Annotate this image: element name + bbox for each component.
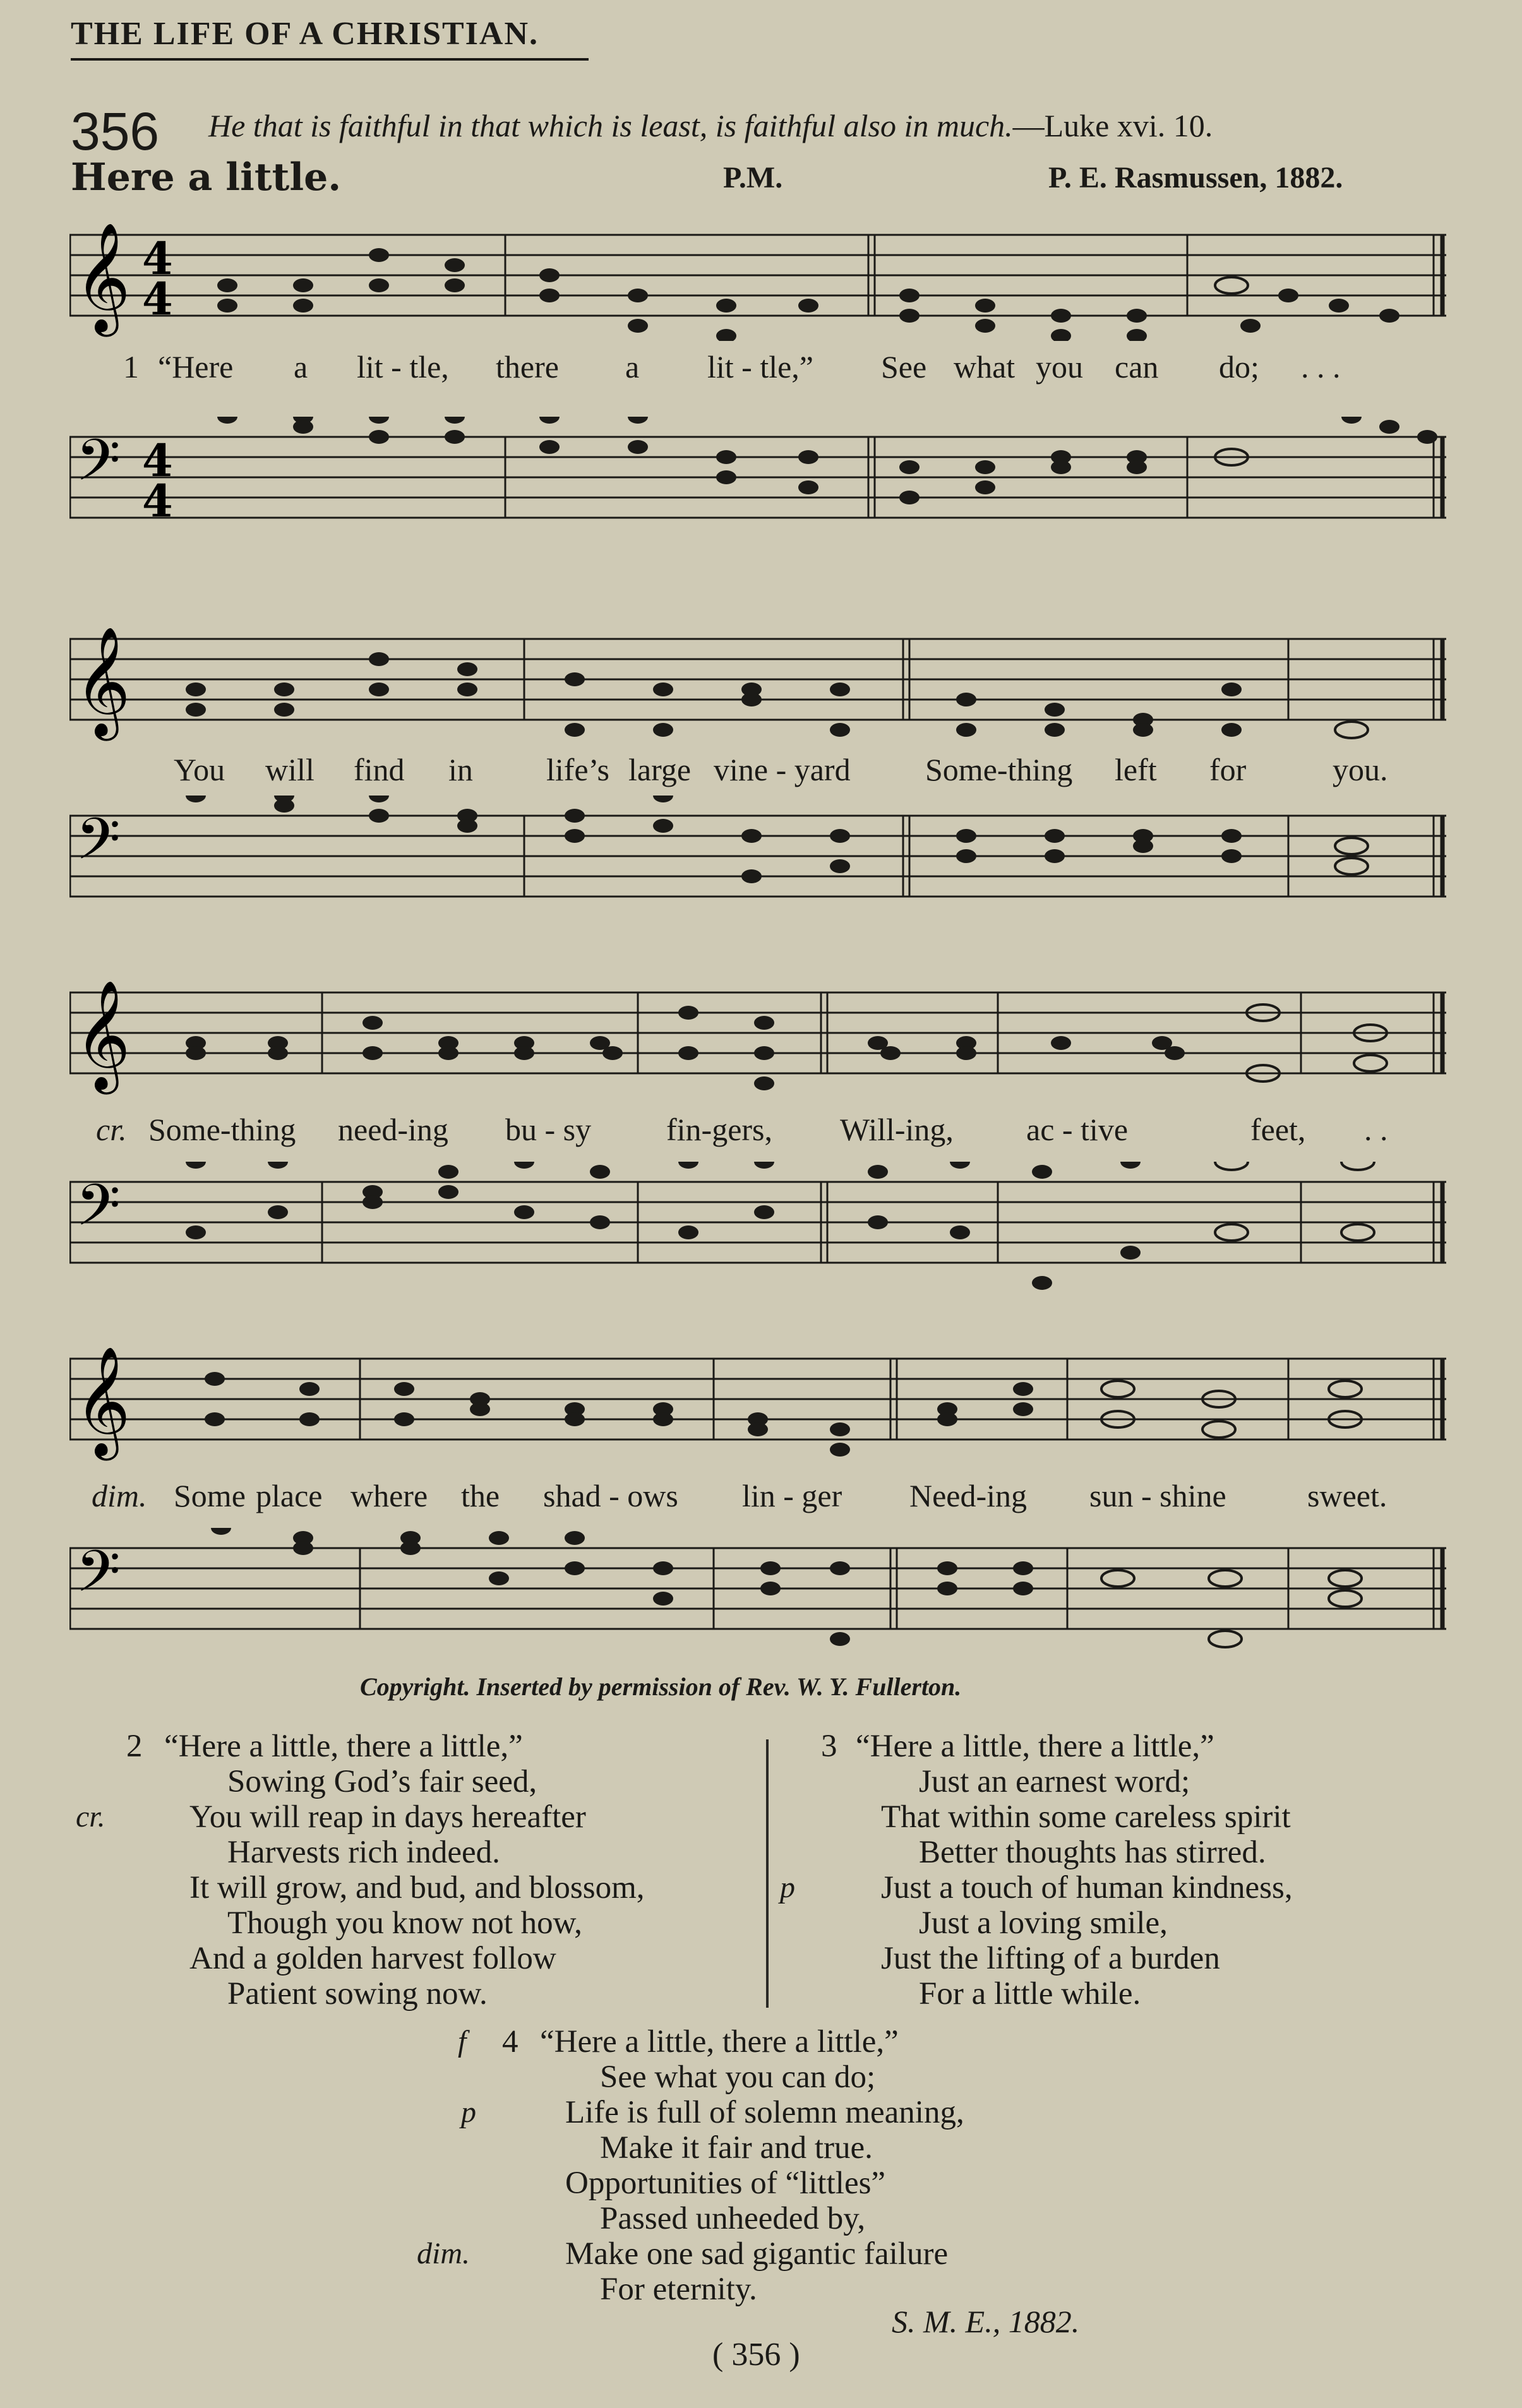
lyric-syllable: You — [174, 752, 225, 787]
lyric-syllable: for — [1209, 752, 1247, 787]
lyric-syllable: need-ing — [338, 1112, 448, 1147]
lyric-syllable: find — [354, 752, 405, 787]
dynamic-mark-dim: dim. — [92, 1478, 147, 1513]
lyric-syllable: See — [881, 349, 927, 384]
dynamic-mark: f — [458, 2025, 467, 2058]
verse-line: See what you can do; — [600, 2059, 876, 2095]
verse-number: 3 — [821, 1729, 837, 1764]
lyric-syllable: in — [448, 752, 473, 787]
lyric-syllable: left — [1115, 752, 1157, 787]
lyric-syllable: you. — [1333, 752, 1388, 787]
lyric-syllable: do; — [1219, 349, 1259, 384]
lyric-syllable: a — [294, 349, 308, 384]
lyric-syllable: lit - tle, — [357, 349, 449, 384]
lyric-syllable: where — [351, 1478, 428, 1513]
staff-treble-3 — [69, 972, 1453, 1111]
time-signature-bottom-1: 4 — [142, 273, 173, 325]
composer: P. E. Rasmussen, 1882. — [1048, 161, 1343, 194]
music-system-1 — [69, 202, 1453, 556]
verse-line: “Here a little, there a little,” — [856, 1729, 1214, 1764]
section-heading: THE LIFE OF A CHRISTIAN. — [71, 16, 539, 52]
svg-text:𝄞: 𝄞 — [75, 980, 131, 1090]
verse-line: Life is full of solemn meaning, — [565, 2095, 964, 2130]
svg-text:𝄢: 𝄢 — [76, 1538, 121, 1619]
lyric-syllable: large — [628, 752, 692, 787]
staff-bass-3 — [69, 1162, 1453, 1301]
lyric-syllable: a — [625, 349, 640, 384]
verse-line: Make it fair and true. — [600, 2130, 873, 2166]
lyric-syllable: ac - tive — [1026, 1112, 1129, 1147]
verse-line: “Here a little, there a little,” — [540, 2024, 899, 2059]
staff-bass-1 — [69, 417, 1453, 543]
meter: P.M. — [723, 161, 783, 194]
section-rule — [71, 58, 589, 61]
lyric-syllable: . . . — [1301, 349, 1341, 384]
verse-line: Harvests rich indeed. — [227, 1835, 500, 1870]
time-signature-top-bass-1: 4 — [142, 434, 173, 487]
music-system-2 — [69, 619, 1453, 947]
verse-line: You will reap in days hereafter — [189, 1799, 586, 1835]
svg-text:𝄞: 𝄞 — [75, 222, 131, 332]
verse-line: “Here a little, there a little,” — [164, 1729, 523, 1764]
staff-bass-2 — [69, 796, 1453, 922]
lyric-syllable: will — [265, 752, 315, 787]
verse-line: Make one sad gigantic failure — [565, 2236, 949, 2272]
lyric-syllable: Will-ing, — [840, 1112, 954, 1147]
lyric-syllable: sun - shine — [1089, 1478, 1226, 1513]
lyric-syllable: sweet. — [1307, 1478, 1387, 1513]
svg-text:𝄞: 𝄞 — [75, 626, 131, 736]
lyric-syllable: what — [954, 349, 1016, 384]
verse-line: Just a touch of human kindness, — [881, 1870, 1293, 1905]
music-system-4 — [69, 1338, 1453, 1667]
verse-line: And a golden harvest follow — [189, 1941, 556, 1976]
hymn-number: 356 — [71, 102, 160, 161]
verse-line: For eternity. — [600, 2272, 757, 2307]
verse-line: Just an earnest word; — [919, 1764, 1190, 1799]
lyric-syllable: bu - sy — [505, 1112, 592, 1147]
lyric-syllable: Some-thing — [925, 752, 1073, 787]
lyric-syllable: lin - ger — [742, 1478, 842, 1513]
lyric-syllable: you — [1036, 349, 1083, 384]
lyric-syllable: feet, — [1250, 1112, 1306, 1147]
verse-4 — [417, 2024, 1175, 2307]
lyric-syllable: Some — [174, 1478, 246, 1513]
staff-treble-1 — [69, 215, 1453, 341]
svg-text:𝄢: 𝄢 — [76, 427, 121, 508]
svg-text:𝄢: 𝄢 — [76, 806, 121, 886]
verse-line: Though you know not how, — [227, 1905, 582, 1941]
time-signature-bottom-bass-1: 4 — [142, 475, 173, 527]
svg-text:𝄢: 𝄢 — [76, 1172, 121, 1253]
svg-text:𝄞: 𝄞 — [75, 1346, 131, 1456]
verse-line: Better thoughts has stirred. — [919, 1835, 1266, 1870]
verse-number: 4 — [502, 2024, 518, 2059]
lyric-syllable: Need-ing — [909, 1478, 1028, 1513]
lyric-syllable: “Here — [158, 349, 234, 384]
lyric-syllable: vine - yard — [714, 752, 851, 787]
music-system-3 — [69, 972, 1453, 1313]
verse-2 — [76, 1729, 758, 2019]
verse-3 — [780, 1729, 1453, 2019]
copyright-note: Copyright. Inserted by permission of Rev. W. Y. Fullerton. — [360, 1672, 962, 1701]
verse-line: Just the lifting of a burden — [881, 1941, 1220, 1976]
verse-divider — [766, 1739, 769, 2008]
epigraph-text: He that is faithful in that which is least, is faithful also in much. — [208, 108, 1013, 143]
staff-treble-2 — [69, 619, 1453, 745]
lyric-syllable: life’s — [546, 752, 609, 787]
lyric-syllable: . . — [1364, 1112, 1388, 1147]
verse-number: 1 — [123, 349, 139, 384]
verse-number: 2 — [126, 1729, 143, 1764]
lyric-syllable: fin-gers, — [666, 1112, 772, 1147]
hymn-title: Here a little. — [71, 155, 342, 200]
dynamic-mark: p — [461, 2095, 476, 2129]
staff-bass-4 — [69, 1528, 1453, 1667]
epigraph — [208, 107, 1213, 144]
text-author: S. M. E., 1882. — [892, 2304, 1080, 2339]
verse-line: Sowing God’s fair seed, — [227, 1764, 537, 1799]
dynamic-mark: p — [780, 1871, 795, 1904]
lyric-syllable: shad - ows — [543, 1478, 678, 1513]
verse-line: Passed unheeded by, — [600, 2201, 866, 2236]
time-signature-top-1: 4 — [142, 232, 173, 285]
lyric-syllable: place — [256, 1478, 323, 1513]
staff-treble-4 — [69, 1338, 1453, 1477]
verse-line: Opportunities of “littles” — [565, 2166, 886, 2201]
epigraph-reference: —Luke xvi. 10. — [1012, 108, 1213, 143]
lyric-syllable: the — [461, 1478, 500, 1513]
lyric-syllable: lit - tle,” — [707, 349, 813, 384]
verse-line: That within some careless spirit — [881, 1799, 1291, 1835]
lyric-syllable: Some-thing — [148, 1112, 296, 1147]
dynamic-mark-cr: cr. — [96, 1112, 127, 1147]
verse-line: For a little while. — [919, 1976, 1141, 2012]
page-number: ( 356 ) — [712, 2337, 800, 2373]
verse-line: Just a loving smile, — [919, 1905, 1168, 1941]
lyric-syllable: there — [496, 349, 559, 384]
dynamic-mark: dim. — [417, 2237, 470, 2270]
dynamic-mark: cr. — [76, 1800, 105, 1833]
verse-line: Patient sowing now. — [227, 1976, 488, 2012]
verse-line: It will grow, and bud, and blossom, — [189, 1870, 645, 1905]
lyric-syllable: can — [1115, 349, 1159, 384]
